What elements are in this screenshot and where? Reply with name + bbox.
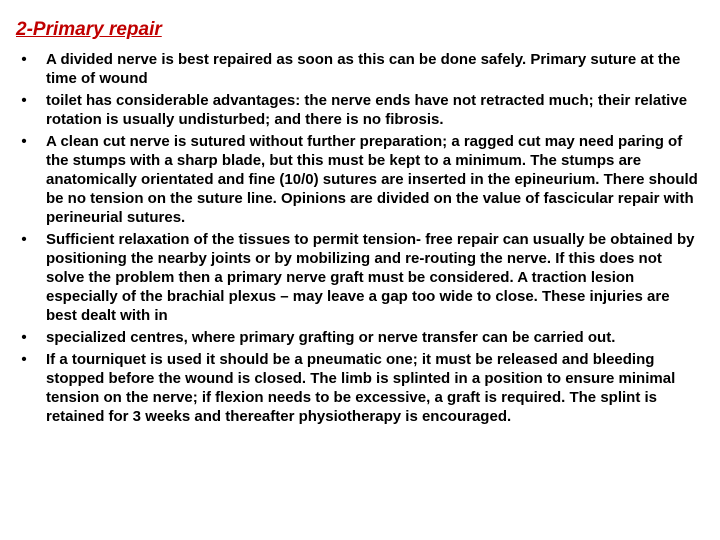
bullet-list <box>14 50 704 429</box>
bullet-marker: • <box>21 351 27 368</box>
bullet-marker: • <box>21 92 27 109</box>
bullet-item <box>14 350 704 426</box>
bullet-text: A divided nerve is best repaired as soon as this can be done safely. Primary suture at the time of wound <box>46 51 681 87</box>
bullet-item <box>14 132 704 227</box>
bullet-text: A clean cut nerve is sutured without further preparation; a ragged cut may need paring of the stumps with a sharp blade, but this must be kept to a minimum. The stumps are anatomically orientated and fine (10/0) sutures are inserted in the epineurium. There should be no tension on the suture line. Opinions are divided on the value of fascicular repair with perineurial sutures. <box>46 133 698 226</box>
bullet-marker: • <box>21 51 27 68</box>
bullet-marker: • <box>21 329 27 346</box>
bullet-item <box>14 91 704 129</box>
bullet-item <box>14 328 704 347</box>
bullet-item <box>14 50 704 88</box>
bullet-text: Sufficient relaxation of the tissues to permit tension- free repair can usually be obtained by positioning the nearby joints or by mobilizing and re-routing the nerve. If this does not solve the problem then a primary nerve graft must be considered. A traction lesion especially of the brachial plexus – may leave a gap too wide to close. These injuries are best dealt with in <box>46 231 695 324</box>
slide-title: 2-Primary repair <box>16 19 162 40</box>
bullet-text: toilet has considerable advantages: the nerve ends have not retracted much; their relative rotation is usually undisturbed; and there is no fibrosis. <box>46 92 688 128</box>
bullet-marker: • <box>21 231 27 248</box>
bullet-text: If a tourniquet is used it should be a pneumatic one; it must be released and bleeding stopped before the wound is closed. The limb is splinted in a position to ensure minimal tension on the nerve; if flexion needs to be excessive, a graft is required. The splint is retained for 3 weeks and thereafter physiotherapy is encouraged. <box>46 351 676 425</box>
bullet-item <box>14 230 704 325</box>
bullet-marker: • <box>21 133 27 150</box>
bullet-text: specialized centres, where primary grafting or nerve transfer can be carried out. <box>46 329 616 346</box>
